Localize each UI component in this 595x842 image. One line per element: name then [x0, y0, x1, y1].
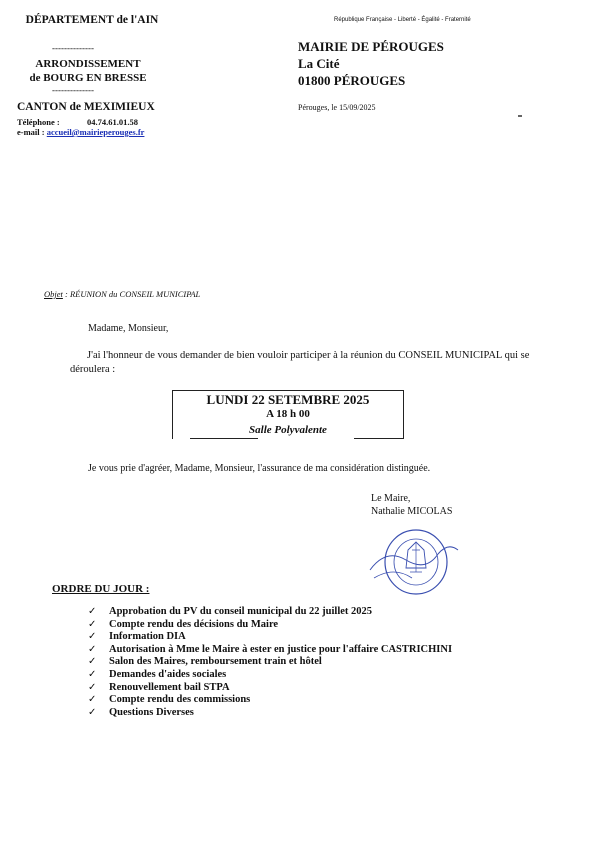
objet-text: : RÉUNION du CONSEIL MUNICIPAL	[65, 289, 201, 299]
check-icon: ✓	[88, 706, 97, 718]
email-line	[17, 127, 144, 137]
departement-heading: DÉPARTEMENT de l'AIN	[25, 14, 159, 26]
check-icon: ✓	[88, 643, 97, 655]
signature-block	[371, 492, 452, 518]
agenda-item-text: Questions Diverses	[109, 706, 194, 718]
scan-mark	[518, 115, 522, 117]
meeting-time: A 18 h 00	[266, 408, 310, 420]
arrondissement-line2: de BOURG EN BRESSE	[29, 72, 147, 84]
email-label: e-mail :	[17, 127, 45, 137]
closing-formula: Je vous prie d'agréer, Madame, Monsieur, l'assurance de ma considération distinguée.	[88, 463, 431, 474]
agenda-item-text: Renouvellement bail STPA	[109, 681, 230, 693]
place-date: Pérouges, le 15/09/2025	[298, 103, 376, 112]
mairie-line1: MAIRIE DE PÉROUGES	[298, 39, 444, 54]
mairie-line2: La Cité	[298, 56, 340, 71]
objet-label: Objet	[44, 289, 63, 299]
box-border	[190, 438, 258, 439]
check-icon: ✓	[88, 631, 97, 643]
signatory-title: Le Maire,	[371, 493, 411, 504]
meeting-date: LUNDI 22 SETEMBRE 2025	[206, 392, 370, 407]
list-item	[88, 669, 452, 682]
check-icon: ✓	[88, 668, 97, 680]
check-icon: ✓	[88, 681, 97, 693]
check-icon: ✓	[88, 656, 97, 668]
meeting-box	[172, 390, 404, 439]
agenda-item-text: Compte rendu des décisions du Maire	[109, 618, 279, 630]
separator: --------------	[52, 43, 94, 53]
invitation-paragraph	[70, 349, 557, 377]
salutation: Madame, Monsieur,	[88, 323, 169, 334]
agenda-item-text: Approbation du PV du conseil municipal du 22 juillet 2025	[109, 606, 373, 617]
list-item	[88, 707, 452, 720]
list-item	[88, 644, 452, 657]
check-icon: ✓	[88, 618, 97, 630]
republique-motto: République Française - Liberté - Égalité - Fraternité	[334, 17, 471, 23]
mairie-stamp-seal	[366, 520, 466, 600]
telephone-line	[17, 117, 138, 127]
arrondissement-line1: ARRONDISSEMENT	[35, 58, 141, 70]
mairie-address	[298, 38, 444, 89]
list-item	[88, 682, 452, 695]
agenda-item-text: Salon des Maires, remboursement train et hôtel	[109, 656, 322, 668]
telephone-value: 04.74.61.01.58	[87, 117, 138, 127]
check-icon: ✓	[88, 694, 97, 706]
ordre-du-jour-title: ORDRE DU JOUR :	[52, 583, 150, 595]
mairie-line3: 01800 PÉROUGES	[298, 73, 406, 88]
box-border	[172, 390, 404, 391]
list-item	[88, 619, 452, 632]
objet-line	[44, 289, 200, 299]
invitation-text: J'ai l'honneur de vous demander de bien vouloir participer à la réunion du CONSEIL MUNICIPAL qui se déroulera :	[70, 350, 530, 375]
separator: --------------	[52, 85, 94, 95]
ordre-du-jour-list	[88, 606, 452, 719]
list-item	[88, 694, 452, 707]
arrondissement-block	[28, 57, 148, 85]
check-icon: ✓	[88, 606, 97, 617]
signatory-name: Nathalie MICOLAS	[371, 506, 453, 517]
agenda-item-text: Demandes d'aides sociales	[109, 668, 227, 680]
box-border	[354, 438, 404, 439]
agenda-item-text: Compte rendu des commissions	[109, 694, 251, 706]
agenda-item-text: Autorisation à Mme le Maire à ester en justice pour l'affaire CASTRICHINI	[109, 643, 453, 655]
canton-heading: CANTON de MEXIMIEUX	[17, 101, 155, 113]
telephone-label: Téléphone :	[17, 117, 60, 127]
list-item	[88, 606, 452, 619]
meeting-place: Salle Polyvalente	[249, 424, 327, 436]
email-link[interactable]: accueil@mairieperouges.fr	[46, 127, 145, 137]
list-item	[88, 631, 452, 644]
list-item	[88, 656, 452, 669]
agenda-item-text: Information DIA	[109, 631, 186, 643]
